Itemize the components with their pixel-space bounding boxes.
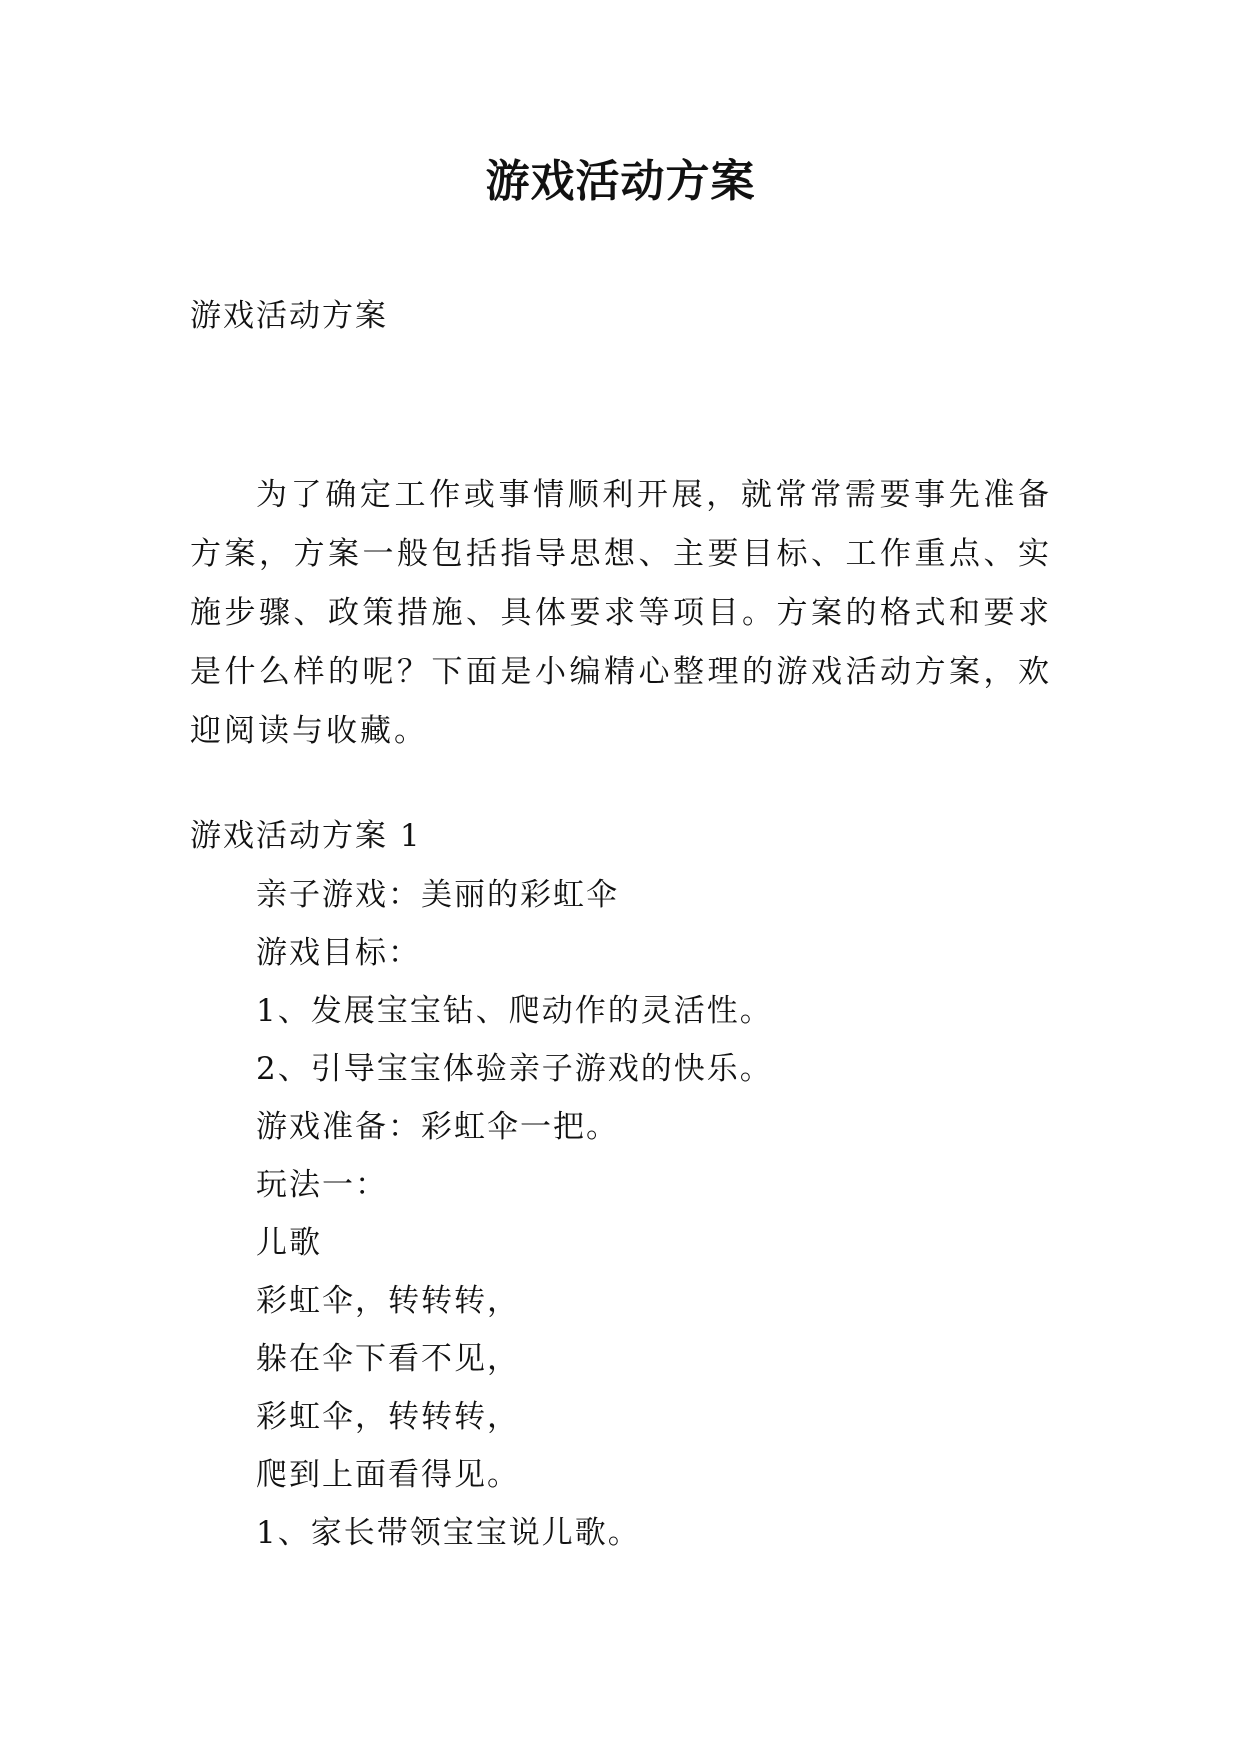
goal-item: 2、引导宝宝体验亲子游戏的快乐。 <box>256 1051 773 1087</box>
game-name-line: 亲子游戏：美丽的彩虹伞 <box>256 877 619 913</box>
game-preparation-line: 游戏准备：彩虹伞一把。 <box>256 1109 619 1145</box>
goal-item: 1、发展宝宝钻、爬动作的灵活性。 <box>256 993 773 1029</box>
game-goals-label: 游戏目标： <box>256 935 421 971</box>
step-item: 1、家长带领宝宝说儿歌。 <box>256 1515 641 1551</box>
section-heading: 游戏活动方案 1 <box>190 818 422 854</box>
rhyme-line: 爬到上面看得见。 <box>256 1457 520 1493</box>
document-subtitle: 游戏活动方案 <box>190 298 388 334</box>
rhyme-line: 躲在伞下看不见， <box>256 1341 520 1377</box>
document-title: 游戏活动方案 <box>485 156 756 207</box>
rhyme-line: 彩虹伞，转转转， <box>256 1283 520 1319</box>
rhyme-line: 彩虹伞，转转转， <box>256 1399 520 1435</box>
intro-paragraph: 为了确定工作或事情顺利开展，就常常需要事先准备方案，方案一般包括指导思想、主要目标、工作重点、实施步骤、政策措施、具体要求等项目。方案的格式和要求是什么样的呢？下面是小编精心整理的游戏活动方案，欢迎阅读与收藏。 <box>190 477 1052 749</box>
method-label: 玩法一： <box>256 1167 388 1203</box>
nursery-rhyme-label: 儿歌 <box>256 1225 322 1261</box>
